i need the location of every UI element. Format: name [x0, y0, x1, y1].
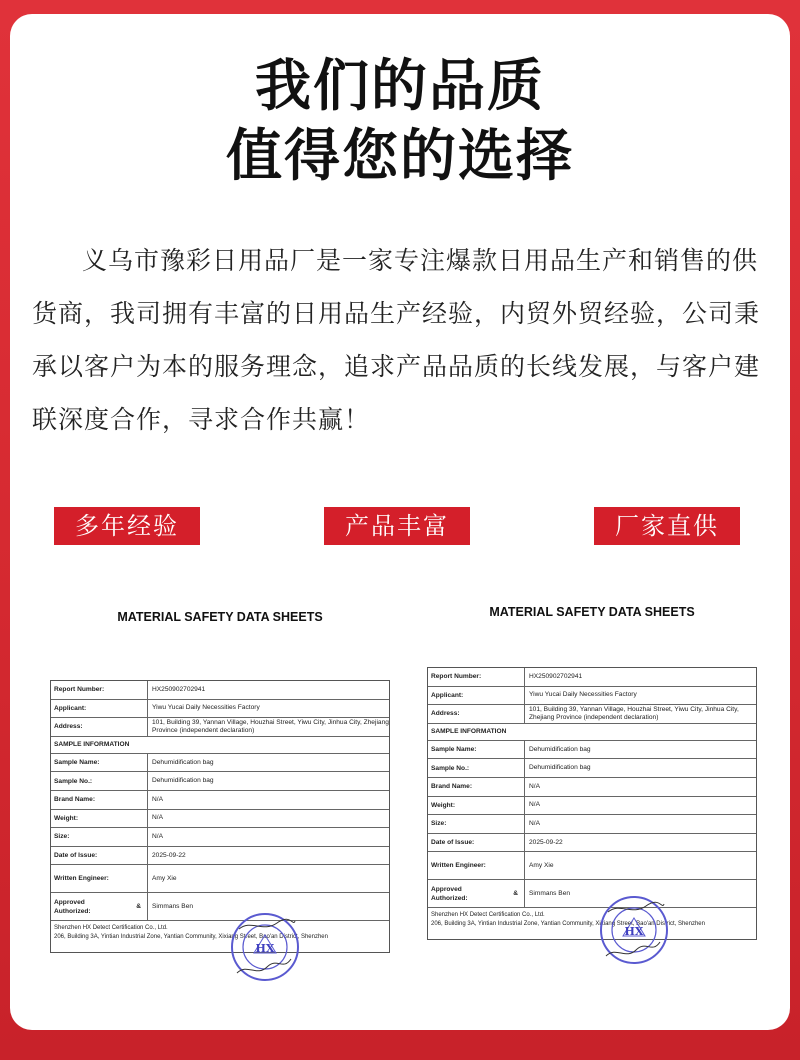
- msds-sheet-left: [50, 609, 390, 953]
- report-number-label: Report Number:: [51, 681, 148, 699]
- applicant-label: Applicant:: [51, 700, 148, 718]
- brand-value: N/A: [529, 782, 540, 790]
- table-row: [51, 810, 389, 829]
- feature-tags: [10, 507, 790, 547]
- sample-no-value: Dehumidification bag: [152, 777, 214, 785]
- engineer-label: Written Engineer:: [51, 865, 148, 892]
- sample-no-label: Sample No.:: [51, 772, 148, 790]
- company-intro: 义乌市豫彩日用品厂是一家专注爆款日用品生产和销售的供货商，我司拥有丰富的日用品生产经验，内贸外贸经验，公司秉承以客户为本的服务理念，追求产品品质的长线发展，与客户建联深度合作，寻求合作共赢！: [32, 246, 761, 434]
- table-row: [428, 778, 756, 797]
- table-row: [51, 737, 389, 754]
- sample-name-value: Dehumidification bag: [529, 745, 591, 753]
- table-row: [428, 668, 756, 687]
- table-row: [51, 700, 389, 719]
- table-row: [51, 718, 389, 737]
- sheet-title: MATERIAL SAFETY DATA SHEETS: [489, 605, 695, 619]
- sample-no-label: Sample No.:: [428, 759, 525, 777]
- headline-line-2: 值得您的选择: [226, 124, 574, 189]
- address-label: Address:: [51, 718, 148, 736]
- table-row: [51, 828, 389, 847]
- engineer-value: Amy Xie: [529, 861, 554, 869]
- weight-label: Weight:: [51, 810, 148, 828]
- sheet-footer: Shenzhen HX Detect Certification Co., Ltd. 206, Building 3A, Yintian Industrial Zone, Yantian Community, Xixiang Street, Bao'an District, Shenzhen: [431, 912, 705, 928]
- report-number-value: HX250902702941: [152, 685, 206, 693]
- applicant-value: Yiwu Yucai Daily Necessities Factory: [152, 704, 260, 712]
- report-number-value: HX250902702941: [529, 672, 583, 680]
- date-label: Date of Issue:: [428, 834, 525, 852]
- table-row: [428, 741, 756, 760]
- sample-name-label: Sample Name:: [51, 754, 148, 772]
- date-value: 2025-09-22: [152, 851, 186, 859]
- date-value: 2025-09-22: [529, 838, 563, 846]
- table-row: [428, 724, 756, 741]
- address-label: Address:: [428, 705, 525, 723]
- applicant-label: Applicant:: [428, 687, 525, 705]
- sheet-footer: Shenzhen HX Detect Certification Co., Ltd. 206, Building 3A, Yintian Industrial Zone, Yantian Community, Xixiang Street, Bao'an District, Shenzhen: [54, 925, 328, 941]
- size-label: Size:: [428, 815, 525, 833]
- certification-stamp: [600, 896, 668, 964]
- table-row: [428, 852, 756, 880]
- approver-value: Simmans Ben: [529, 889, 571, 897]
- table-row: [428, 797, 756, 816]
- table-row: [51, 847, 389, 866]
- weight-value: N/A: [152, 814, 163, 822]
- date-label: Date of Issue:: [51, 847, 148, 865]
- sample-info-heading: SAMPLE INFORMATION: [54, 741, 130, 749]
- tag-experience: 多年经验: [54, 507, 200, 545]
- table-row: [51, 754, 389, 773]
- tag-products: 产品丰富: [324, 507, 470, 545]
- table-row: [428, 687, 756, 706]
- weight-label: Weight:: [428, 797, 525, 815]
- engineer-label: Written Engineer:: [428, 852, 525, 879]
- table-row: [51, 791, 389, 810]
- table-row: [51, 772, 389, 791]
- brand-value: N/A: [152, 795, 163, 803]
- sheet-title: MATERIAL SAFETY DATA SHEETS: [117, 610, 323, 624]
- approved-label: Approved Authorized: &: [428, 880, 525, 907]
- stamp-text: HX: [255, 942, 275, 955]
- table-row: [51, 865, 389, 893]
- tag-factory-direct: 厂家直供: [594, 507, 740, 545]
- sample-info-heading: SAMPLE INFORMATION: [431, 728, 507, 736]
- report-table: [427, 667, 757, 940]
- applicant-value: Yiwu Yucai Daily Necessities Factory: [529, 691, 637, 699]
- table-row: [428, 834, 756, 853]
- size-value: N/A: [529, 819, 540, 827]
- msds-sheet-right: [427, 604, 757, 940]
- sample-no-value: Dehumidification bag: [529, 764, 591, 772]
- address-value: 101, Building 39, Yannan Village, Houzhai Street, Yiwu City, Jinhua City, Zhejiang Province (independent declaration): [152, 718, 389, 734]
- sample-name-value: Dehumidification bag: [152, 758, 214, 766]
- stamp-text: HX: [624, 925, 644, 938]
- sample-name-label: Sample Name:: [428, 741, 525, 759]
- size-label: Size:: [51, 828, 148, 846]
- address-value: 101, Building 39, Yannan Village, Houzhai Street, Yiwu City, Jinhua City, Zhejiang Province (independent declaration): [529, 705, 739, 721]
- approver-value: Simmans Ben: [152, 902, 194, 910]
- certification-stamp: [231, 913, 299, 981]
- table-row: [428, 815, 756, 834]
- weight-value: N/A: [529, 801, 540, 809]
- content-card: [10, 14, 790, 1030]
- table-row: [51, 893, 389, 921]
- report-number-label: Report Number:: [428, 668, 525, 686]
- table-row: [428, 759, 756, 778]
- brand-label: Brand Name:: [51, 791, 148, 809]
- size-value: N/A: [152, 832, 163, 840]
- approved-label: Approved Authorized: &: [51, 893, 148, 920]
- table-row: [428, 705, 756, 724]
- report-table: [50, 680, 390, 953]
- engineer-value: Amy Xie: [152, 874, 177, 882]
- table-row: [51, 681, 389, 700]
- brand-label: Brand Name:: [428, 778, 525, 796]
- headline-line-1: 我们的品质: [255, 54, 545, 119]
- table-row: [428, 880, 756, 908]
